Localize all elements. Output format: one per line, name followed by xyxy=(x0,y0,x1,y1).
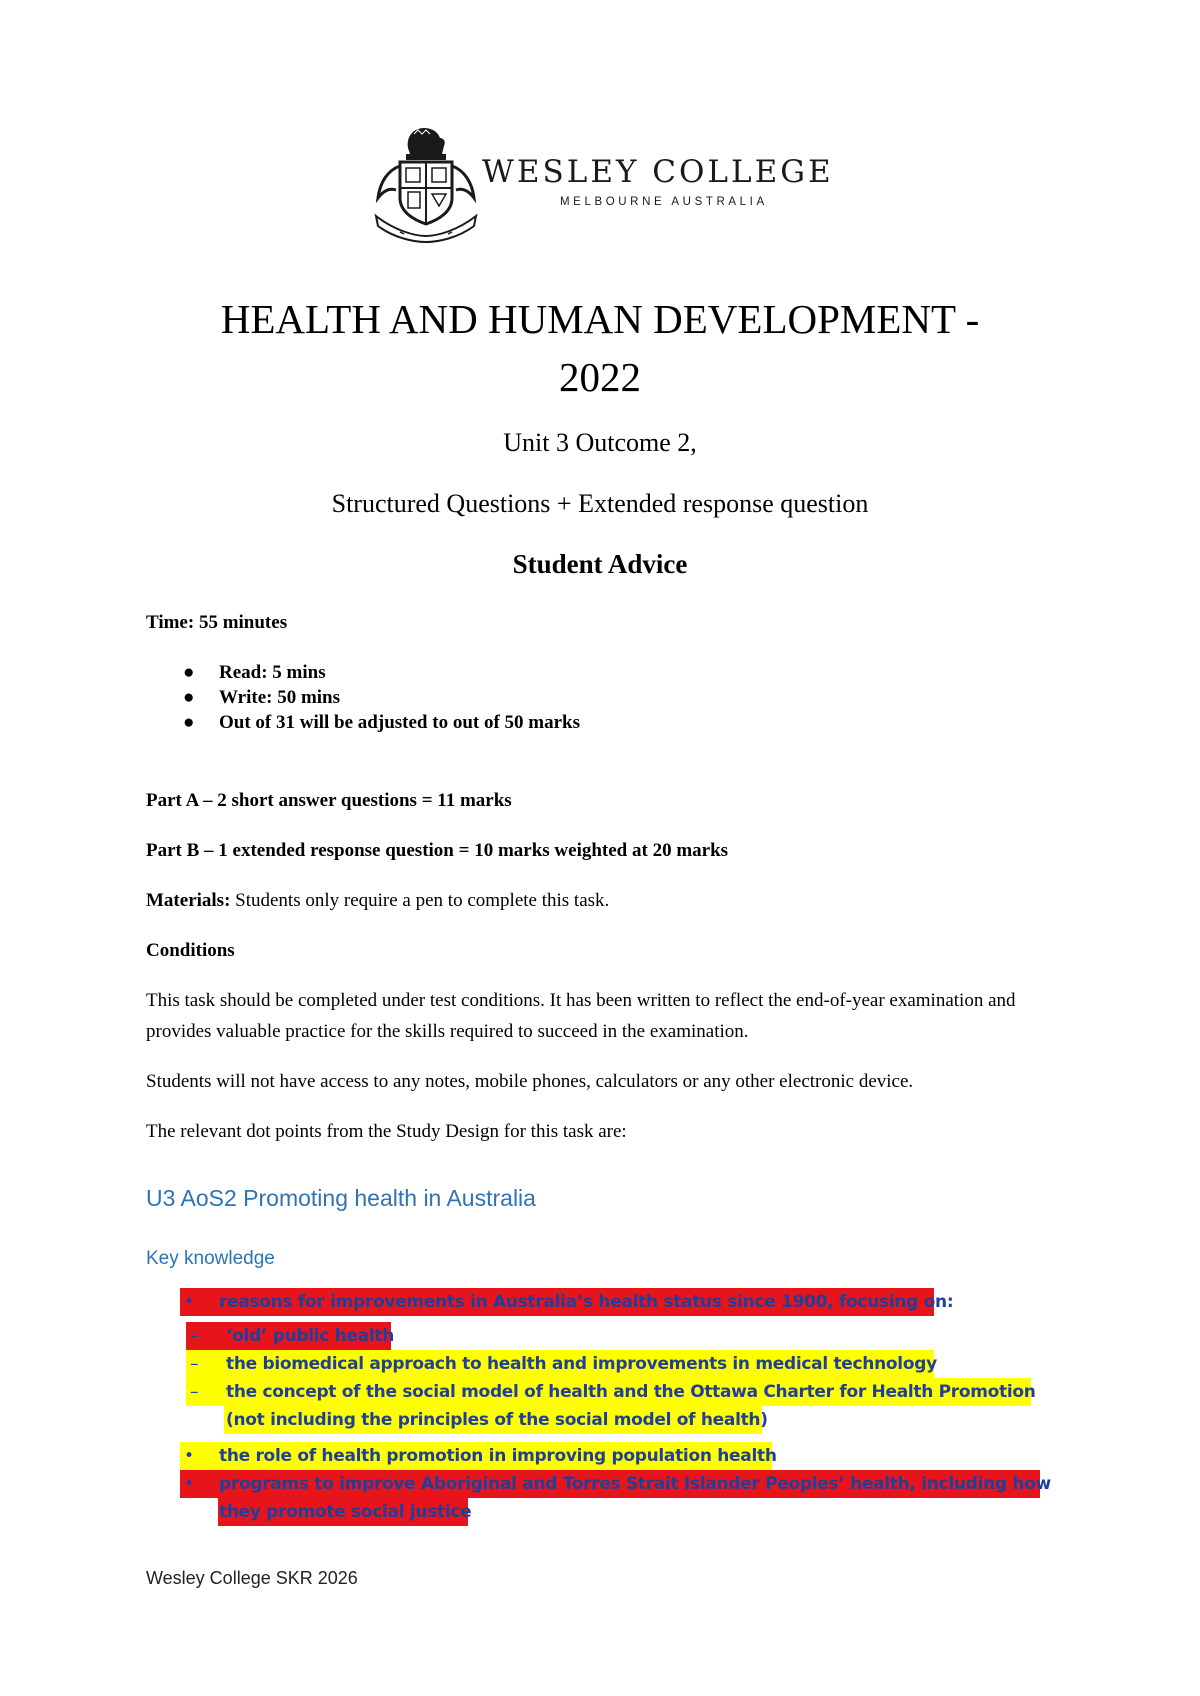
conditions-paragraph-1: This task should be completed under test conditions. It has been written to reflect the end-of-year examination and provides valuable practice for the skills required to succeed in the examination. xyxy=(146,990,1016,1042)
materials-line xyxy=(146,890,609,912)
bullet-icon: ● xyxy=(183,712,195,733)
conditions-paragraph-2: Students will not have access to any notes, mobile phones, calculators or any other electronic device. xyxy=(146,1071,914,1092)
study-design-heading: U3 AoS2 Promoting health in Australia xyxy=(146,1185,536,1211)
dash-icon: – xyxy=(190,1326,199,1346)
kk-text: ‘old’ public health xyxy=(226,1326,395,1346)
bullet-icon: • xyxy=(184,1474,194,1494)
kk-item-old-public-health xyxy=(186,1322,395,1350)
kk-text: reasons for improvements in Australia’s health status since 1900, focusing on: xyxy=(219,1292,954,1312)
bullet-icon: ● xyxy=(183,662,195,683)
kk-item-programs xyxy=(180,1470,1051,1498)
title-line-1: HEALTH AND HUMAN DEVELOPMENT - xyxy=(220,296,980,342)
kk-item-programs-continued xyxy=(218,1498,472,1526)
materials-label: Materials: xyxy=(146,890,231,911)
kk-item-biomedical xyxy=(186,1350,937,1378)
dash-icon: – xyxy=(190,1382,199,1402)
kk-text: the role of health promotion in improving population health xyxy=(219,1446,777,1466)
kk-text: programs to improve Aboriginal and Torres Strait Islander Peoples’ health, including how xyxy=(219,1474,1051,1494)
list-item xyxy=(146,710,580,735)
marks-adjustment: Out of 31 will be adjusted to out of 50 marks xyxy=(219,712,581,733)
time-read: Read: 5 mins xyxy=(219,662,326,683)
page-footer: Wesley College SKR 2026 xyxy=(146,1568,358,1588)
college-name: WESLEY COLLEGE xyxy=(482,154,834,190)
key-knowledge-subheading: Key knowledge xyxy=(146,1248,275,1269)
student-advice-heading: Student Advice xyxy=(512,549,688,579)
dash-icon: – xyxy=(190,1354,199,1374)
kk-item-social-model xyxy=(186,1378,1036,1406)
time-label: Time: 55 minutes xyxy=(146,612,288,633)
college-crest-icon xyxy=(370,120,480,245)
unit-outcome: Unit 3 Outcome 2, xyxy=(503,428,697,457)
bullet-icon: • xyxy=(184,1292,194,1312)
kk-text: (not including the principles of the social model of health) xyxy=(226,1410,768,1430)
college-logo xyxy=(370,120,840,245)
list-item xyxy=(146,685,580,710)
conditions-heading: Conditions xyxy=(146,940,235,961)
kk-item-reasons xyxy=(180,1288,954,1316)
task-type: Structured Questions + Extended response question xyxy=(331,489,869,518)
kk-text: the biomedical approach to health and improvements in medical technology xyxy=(226,1354,937,1374)
time-write: Write: 50 mins xyxy=(219,687,341,708)
college-location: MELBOURNE AUSTRALIA xyxy=(560,196,768,208)
document-title xyxy=(150,290,1050,406)
bullet-icon: • xyxy=(184,1446,194,1466)
part-b: Part B – 1 extended response question = 10 marks weighted at 20 marks xyxy=(146,840,729,861)
title-line-2: 2022 xyxy=(559,354,641,400)
part-a: Part A – 2 short answer questions = 11 marks xyxy=(146,790,512,811)
list-item xyxy=(146,660,580,685)
kk-item-social-model-continued xyxy=(224,1406,768,1434)
materials-text: Students only require a pen to complete this task. xyxy=(230,890,610,911)
conditions-paragraph-3: The relevant dot points from the Study Design for this task are: xyxy=(146,1121,627,1142)
kk-item-role-promotion xyxy=(180,1442,777,1470)
kk-text: the concept of the social model of health and the Ottawa Charter for Health Promotion xyxy=(226,1382,1036,1402)
kk-text: they promote social justice xyxy=(219,1502,472,1522)
time-breakdown-list xyxy=(146,660,580,735)
bullet-icon: ● xyxy=(183,687,195,708)
